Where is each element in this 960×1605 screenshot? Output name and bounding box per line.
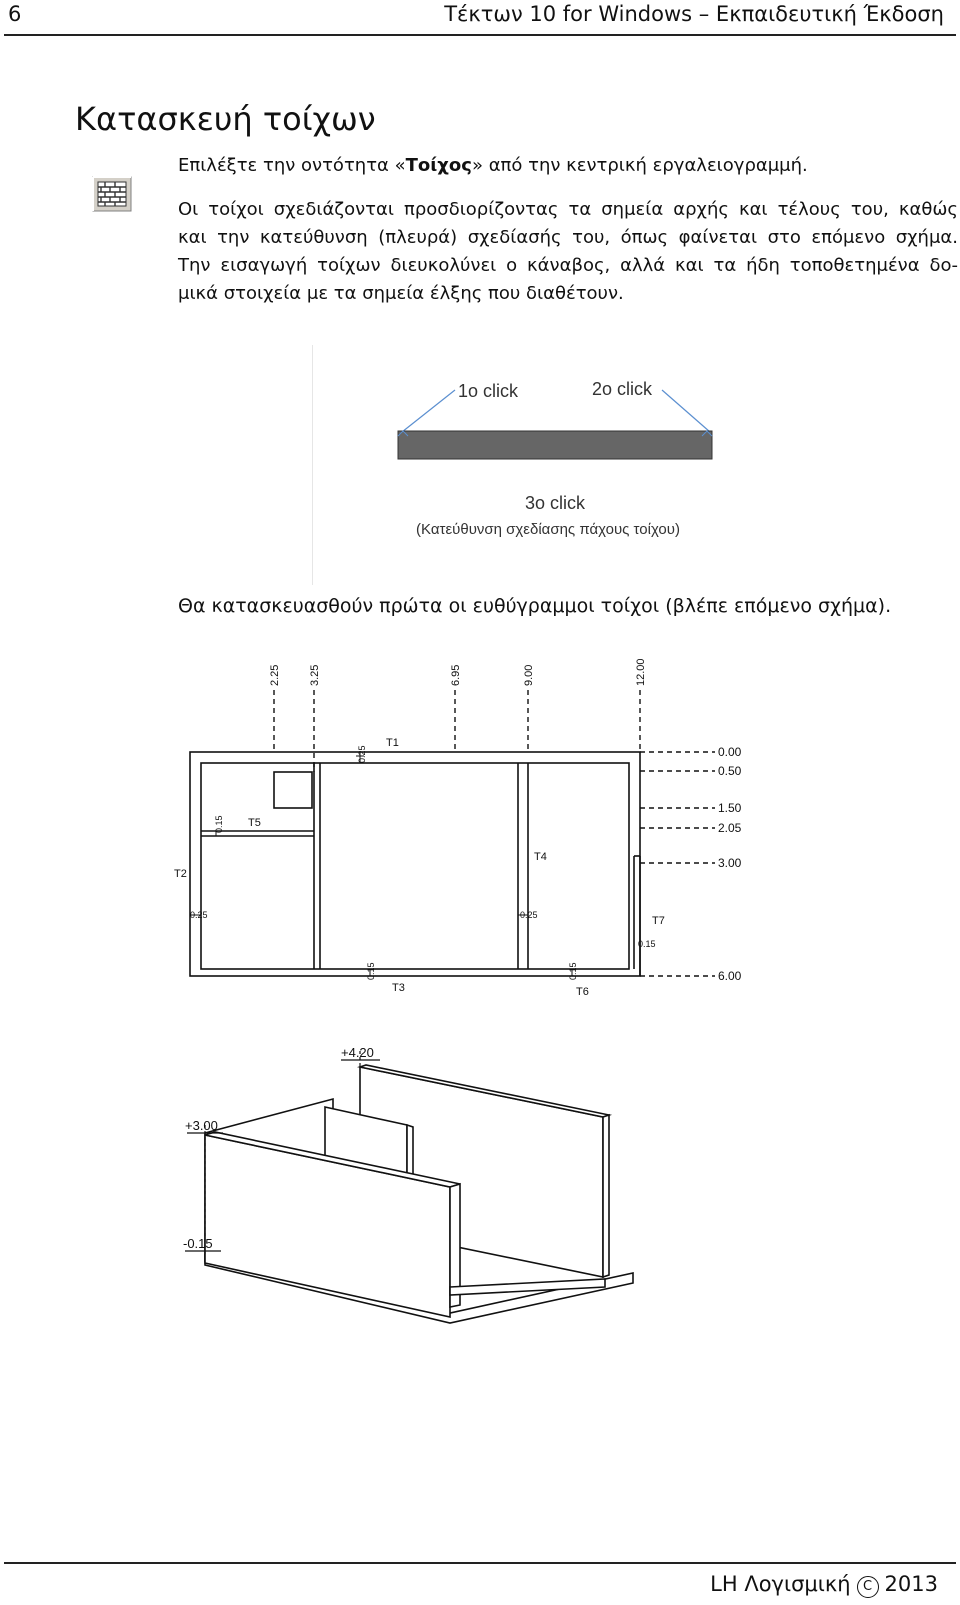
body-paragraph [178,196,958,308]
wall-label-t2: T2 [174,868,187,880]
y-dim: 3.00 [718,856,742,870]
y-dim: 0.50 [718,764,742,778]
wall-label-t5: T5 [248,817,261,829]
floor-plan-drawing [170,660,790,1020]
thickness-label: 0.15 [214,815,224,833]
y-dim: 2.05 [718,821,742,835]
x-dim: 9.00 [523,664,535,686]
body-line: και την κατεύθυνση (πλευρά) σχεδίασής του, όπως φαίνεται στο επόμενο σχήμα. [178,227,958,248]
wall-bar [398,431,712,459]
x-dim: 12.00 [635,658,647,686]
body-line: Την εισαγωγή τοίχων διευκολύνει ο κάναβος, αλλά και τα ήδη τοποθετημένα δο- [178,255,958,276]
intro-text [178,152,958,180]
body-line: μικά στοιχεία με τα σημεία έλξης που διαθέτουν. [178,283,624,304]
wall-label-t6: T6 [576,986,589,998]
body-line: Οι τοίχοι σχεδιάζονται προσδιορίζοντας τα σημεία αρχής και τέλους του, καθώς [178,199,958,220]
intro-after: » από την κεντρική εργαλειογραμμή. [471,155,808,176]
thickness-label: 0.15 [638,939,656,949]
wall-click-figure [310,340,740,590]
header-title: Τέκτων 10 for Windows – Εκπαιδευτική Έκδοση [444,2,944,26]
y-dim: 1.50 [718,801,742,815]
copyright-icon: C [857,1576,879,1598]
y-dim: 6.00 [718,969,742,983]
click1-pointer [402,390,455,432]
after-figure-text: Θα κατασκευασθούν πρώτα οι ευθύγραμμοι τοίχοι (βλέπε επόμενο σχήμα). [178,595,892,617]
level-label: +4.20 [341,1045,374,1060]
click3-label: 3ο click [524,493,586,513]
x-dim: 3.25 [309,664,321,686]
footer-year: 2013 [884,1572,938,1596]
wall-tool-icon [92,176,132,212]
wall-label-t3: T3 [392,982,405,994]
level-label: -0.15 [183,1236,213,1251]
wall-label-t4: T4 [534,851,547,863]
footer-rule [4,1562,956,1564]
click1-label: 1ο click [458,381,519,401]
page-number: 6 [8,2,22,26]
click3-note: (Κατεύθυνση σχεδίασης πάχους τοίχου) [416,521,680,538]
thickness-label: 0.15 [568,962,578,980]
thickness-label: 0.25 [357,745,367,763]
thickness-label: 0.15 [366,962,376,980]
x-dim: 6.95 [450,664,462,686]
click2-pointer [662,390,710,432]
x-dim: 2.25 [269,664,281,686]
footer-company: LH Λογισμική [710,1572,851,1596]
level-label: +3.00 [185,1118,218,1133]
click2-label: 2ο click [592,379,653,399]
wall-label-t7: T7 [652,915,665,927]
y-dim: 0.00 [718,745,742,759]
thickness-label: 0.25 [520,910,538,920]
wall-label-t1: T1 [386,737,399,749]
footer [710,1572,938,1598]
section-title: Κατασκευή τοίχων [75,100,376,138]
intro-before: Επιλέξτε την οντότητα « [178,155,406,176]
entity-name: Τοίχος [405,155,472,176]
thickness-label: 0.25 [190,910,208,920]
header-rule [4,34,956,36]
isometric-walls-drawing [175,1045,635,1345]
